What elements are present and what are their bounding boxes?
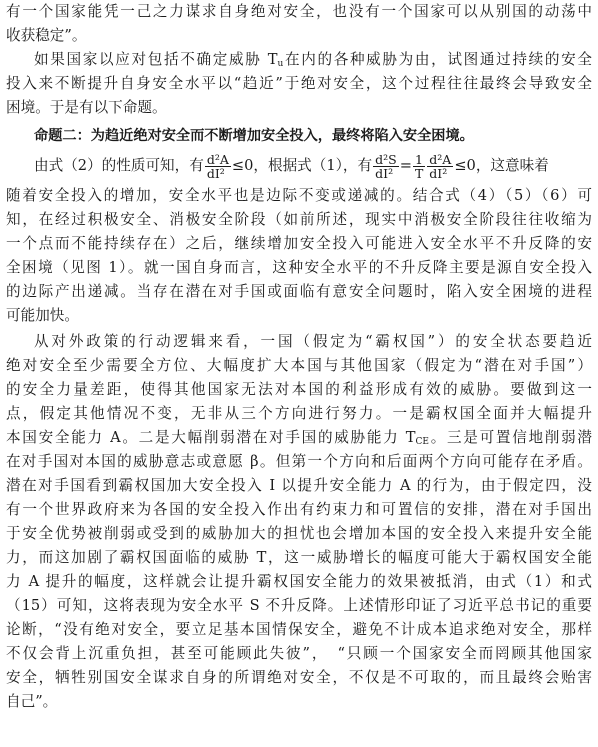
proposition-heading: 命题二：为趋近绝对安全而不断增加安全投入，最终将陷入安全困境。	[34, 128, 474, 144]
text-line: 困境。于是有以下命题。	[6, 99, 167, 116]
fraction	[205, 153, 231, 180]
formula-line	[34, 150, 592, 182]
fraction-denominator: T	[414, 165, 424, 181]
text-line: 从对外政策的行动逻辑来看，一国（假定为“霸权国”）的安全状态要趋近	[34, 333, 592, 350]
text-line: 自己”。	[6, 693, 58, 710]
text-line	[34, 48, 592, 72]
fraction-numerator: 1	[413, 153, 425, 167]
fraction	[373, 153, 399, 180]
text-line: 收获稳定”。	[6, 27, 87, 44]
text-line: 潜在对手国看到霸权国加大安全投入 I 以提升安全能力 A 的行为，由于假定四，没	[6, 477, 592, 494]
text-span: ≤0，这意味着	[454, 157, 549, 174]
text-line: 不仅会背上沉重负担，甚至可能顾此失彼”， “只顾一个国家安全而罔顾其他国家	[6, 645, 592, 662]
text-line: 在对手国对本国的威胁意志或意愿 β。但第一个方向和后面两个方向可能存在矛盾。	[6, 453, 592, 470]
text-span: 如果国家以应对包括不确定威胁 T	[34, 51, 278, 68]
fraction-numerator: d²S	[375, 151, 397, 167]
text-line: 全困境（见图 1）。就一国自身而言，这种安全水平的不升反降主要是源自安全投入	[6, 259, 592, 276]
text-line: 力，而这加剧了霸权国面临的威胁 T，这一威胁增长的幅度可能大于霸权国安全能	[6, 549, 592, 566]
text-line: 一个点而不能持续存在）之后，继续增加安全投入可能进入安全水平不升反降的安	[6, 235, 592, 252]
text-span: 本国安全能力 A。二是大幅削弱潜在对手国的威胁能力 T	[6, 429, 416, 446]
text-line: 投入来不断提升自身安全水平以“趋近”于绝对安全，这个过程往往最终会导致安全	[6, 75, 592, 92]
equals-sign: =	[399, 157, 412, 174]
fraction-denominator: dI²	[206, 165, 225, 181]
text-line: 知，在经过积极安全、消极安全阶段（如前所述，现实中消极安全阶段往往收缩为	[6, 211, 592, 228]
text-line: 有一个国家能凭一己之力谋求自身绝对安全，也没有一个国家可以从别国的动荡中	[6, 3, 592, 20]
text-line: 绝对安全至少需要全方位、大幅度扩大本国与其他国家（假定为“潜在对手国”）	[6, 357, 592, 374]
text-line: 可能加快。	[6, 307, 79, 324]
fraction	[413, 153, 425, 180]
subscript: CE	[415, 437, 429, 447]
text-line: 随着安全投入的增加，安全水平也是边际不变或递减的。结合式（4）（5）（6）可	[6, 187, 592, 204]
text-span: 在内的各种威胁为由，试图通过持续的安全	[283, 51, 592, 68]
text-line: 有一个世界政府来为各国的安全投入作出有约束力和可置信的安排，潜在对手国出	[6, 501, 592, 518]
text-line: 论断，“没有绝对安全，要立足基本国情保安全，避免不计成本追求绝对安全，那样	[6, 621, 592, 638]
text-line: （15）可知，这将表现为安全水平 S 不升反降。上述情形印证了习近平总书记的重要	[6, 597, 592, 614]
text-span: 由式（2）的性质可知，有	[34, 157, 204, 174]
text-line: 的边际产出递减。当存在潜在对手国或面临有意安全问题时，陷入安全困境的进程	[6, 283, 592, 300]
subscript: u	[277, 59, 284, 69]
text-line: 于安全优势被削弱或受到的威胁加大的担忧也会增加本国的安全投入来提升安全能	[6, 525, 592, 542]
text-line: 力 A 提升的幅度，这样就会让提升霸权国安全能力的效果被抵消，由式（1）和式	[6, 573, 592, 590]
fraction-denominator: dI²	[429, 165, 448, 181]
text-line	[6, 426, 592, 450]
text-line: 安全，牺牲别国安全谋求自身的所谓绝对安全，不仅是不可取的，而且最终会贻害	[6, 669, 592, 686]
text-span: ≤0，根据式（1），有	[231, 157, 373, 174]
fraction	[427, 153, 453, 180]
text-span: 。三是可置信地削弱潜	[429, 429, 592, 446]
text-line: 点，假定其他情况不变，无非从三个方向进行努力。一是霸权国全面并大幅提升	[6, 405, 592, 422]
fraction-numerator: d²A	[206, 151, 229, 167]
text-line: 的安全力量差距，使得其他国家无法对本国的利益形成有效的威胁。要做到这一	[6, 381, 592, 398]
fraction-numerator: d²A	[429, 151, 452, 167]
fraction-denominator: dI²	[375, 165, 394, 181]
